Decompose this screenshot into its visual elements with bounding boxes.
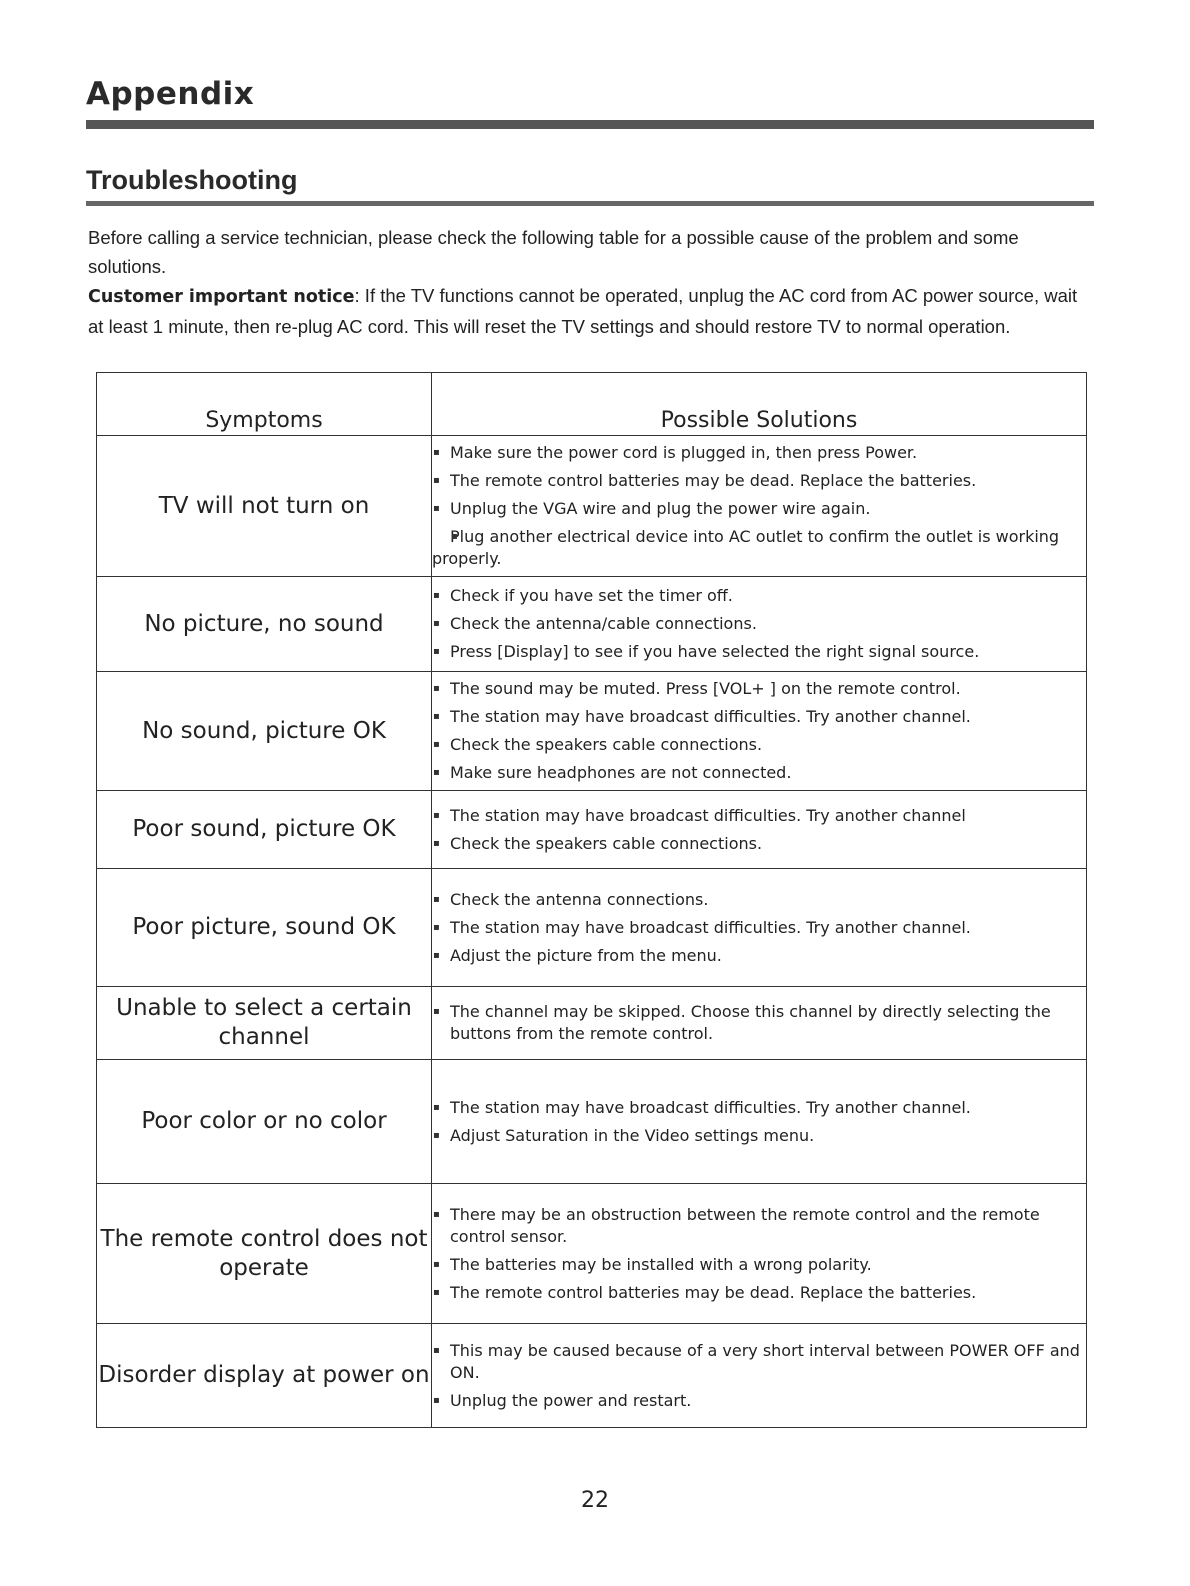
symptom-cell: Unable to select a certain channel (97, 987, 432, 1060)
title-rule (86, 120, 1094, 129)
solutions-cell (432, 869, 1087, 987)
table-row (97, 436, 1087, 577)
table-row (97, 791, 1087, 869)
solution-item: ▪ The batteries may be installed with a wrong polarity. (432, 1254, 1086, 1276)
solutions-cell (432, 1060, 1087, 1184)
symptom-cell: Disorder display at power on (97, 1324, 432, 1428)
solution-item: ▪ Adjust the picture from the menu. (432, 945, 1086, 967)
notice-text: : If the TV functions cannot be operated, unplug the AC cord from AC power source, wait at least 1 minute, then re-plug AC cord. This will reset the TV settings and should restore TV to normal operation. (88, 285, 1078, 337)
intro-text: Before calling a service technician, please check the following table for a possible cause of the problem and some solutions. (88, 227, 1019, 277)
table-row (97, 1184, 1087, 1324)
symptom-cell: The remote control does not operate (97, 1184, 432, 1324)
notice-paragraph (88, 281, 1088, 341)
solution-item: ▪ The station may have broadcast difficulties. Try another channel. (432, 706, 1086, 728)
solution-item: ▪ The remote control batteries may be dead. Replace the batteries. (432, 1282, 1086, 1304)
solution-item: ▪ Unplug the VGA wire and plug the power wire again. (432, 498, 1086, 520)
solution-item: ▪ The channel may be skipped. Choose this channel by directly selecting the buttons from the remote control. (432, 1001, 1086, 1045)
solutions-cell (432, 1184, 1087, 1324)
symptom-cell: No sound, picture OK (97, 672, 432, 791)
solution-item: ▪ This may be caused because of a very short interval between POWER OFF and ON. (432, 1340, 1086, 1384)
section-rule (86, 201, 1094, 206)
solutions-cell (432, 436, 1087, 577)
notice-label: Customer important notice (88, 287, 355, 307)
solution-item: ▪ Check the speakers cable connections. (432, 833, 1086, 855)
solution-item: ▪ There may be an obstruction between the remote control and the remote control sensor. (432, 1204, 1086, 1248)
symptom-cell: No picture, no sound (97, 577, 432, 672)
symptom-cell: Poor picture, sound OK (97, 869, 432, 987)
table-row (97, 987, 1087, 1060)
table-header-row (97, 373, 1087, 436)
solution-item: ▪ Press [Display] to see if you have selected the right signal source. (432, 641, 1086, 663)
section-title: Troubleshooting (86, 165, 298, 195)
solutions-cell (432, 672, 1087, 791)
symptom-cell: Poor sound, picture OK (97, 791, 432, 869)
solution-item: ▪ Check the antenna/cable connections. (432, 613, 1086, 635)
solutions-cell (432, 1324, 1087, 1428)
symptom-cell: Poor color or no color (97, 1060, 432, 1184)
troubleshooting-table (96, 372, 1087, 1428)
table-row (97, 1060, 1087, 1184)
header-symptoms: Symptoms (97, 373, 432, 436)
page-title: Appendix (86, 76, 255, 112)
solution-item: ▪ Plug another electrical device into AC outlet to confirm the outlet is working properly. (432, 526, 1086, 570)
solution-item: ▪ Make sure the power cord is plugged in, then press Power. (432, 442, 1086, 464)
solution-item: ▪ Unplug the power and restart. (432, 1390, 1086, 1412)
solution-item: ▪ Check if you have set the timer off. (432, 585, 1086, 607)
table-row (97, 577, 1087, 672)
solution-item: ▪ The sound may be muted. Press [VOL+ ] on the remote control. (432, 678, 1086, 700)
solution-item: ▪ The station may have broadcast difficulties. Try another channel. (432, 917, 1086, 939)
solution-item: ▪ Adjust Saturation in the Video settings menu. (432, 1125, 1086, 1147)
solution-item: ▪ Check the antenna connections. (432, 889, 1086, 911)
solution-item: ▪ Check the speakers cable connections. (432, 734, 1086, 756)
solution-item: ▪ Make sure headphones are not connected. (432, 762, 1086, 784)
symptom-cell: TV will not turn on (97, 436, 432, 577)
solution-item: ▪ The station may have broadcast difficulties. Try another channel (432, 805, 1086, 827)
solution-item: ▪ The remote control batteries may be dead. Replace the batteries. (432, 470, 1086, 492)
intro-block (88, 223, 1088, 341)
table-row (97, 1324, 1087, 1428)
table-row (97, 869, 1087, 987)
header-solutions: Possible Solutions (432, 373, 1087, 436)
solutions-cell (432, 577, 1087, 672)
solutions-cell (432, 791, 1087, 869)
table-row (97, 672, 1087, 791)
solution-item: ▪ The station may have broadcast difficulties. Try another channel. (432, 1097, 1086, 1119)
page-number: 22 (581, 1488, 609, 1513)
solutions-cell (432, 987, 1087, 1060)
